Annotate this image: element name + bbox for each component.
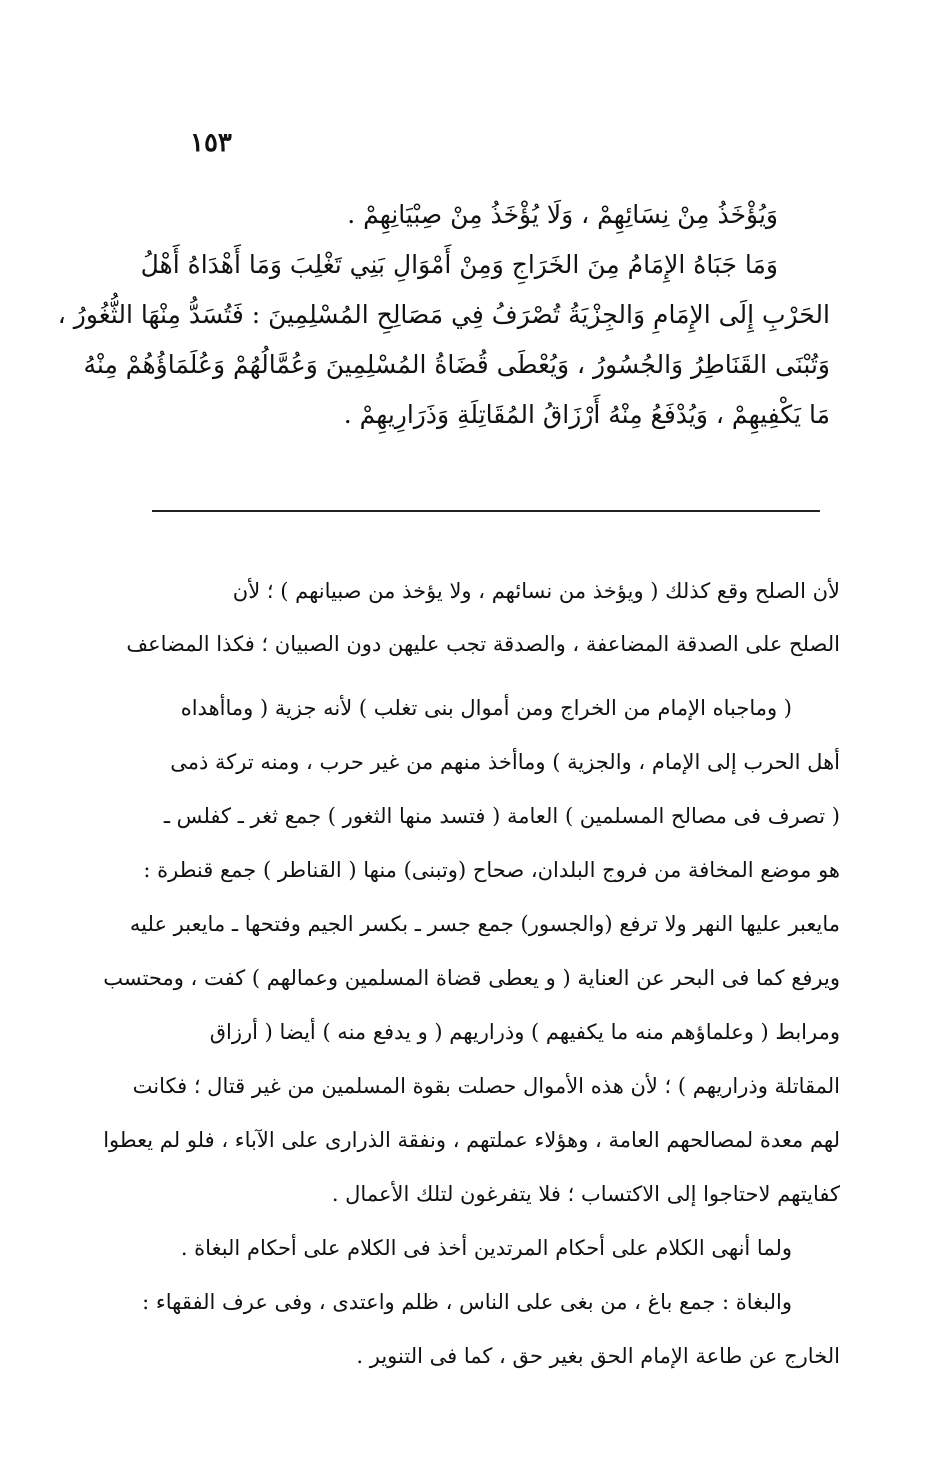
commentary-line: كفايتهم لاحتاجوا إلى الاكتساب ؛ فلا يتفرغون لتلك الأعمال . — [331, 1182, 840, 1206]
main-text-line: وَيُؤْخَذُ مِنْ نِسَائِهِمْ ، وَلَا يُؤْخَذُ مِنْ صِبْيَانِهِمْ . — [347, 200, 778, 229]
commentary-line: لهم معدة لمصالحهم العامة ، وهؤلاء عملتهم ، ونفقة الذرارى على الآباء ، فلو لم يعطوا — [103, 1128, 840, 1152]
main-text-line: الحَرْبِ إِلَى الإِمَامِ وَالجِزْيَةُ تُصْرَفُ فِي مَصَالِحِ المُسْلِمِينَ : فَتُسَدُّ مِنْهَا الثُّغُورُ ، — [57, 300, 830, 329]
commentary-line: أهل الحرب إلى الإمام ، والجزية ) وماأخذ منهم من غير حرب ، ومنه تركة ذمى — [170, 750, 840, 774]
commentary-line: المقاتلة وذراريهم ) ؛ لأن هذه الأموال حصلت بقوة المسلمين من غير قتال ؛ فكانت — [132, 1074, 840, 1098]
commentary-text — [103, 565, 840, 1383]
commentary-line: لأن الصلح وقع كذلك ( ويؤخذ من نسائهم ، ولا يؤخذ من صبيانهم ) ؛ لأن — [232, 579, 840, 603]
commentary-line: ( وماجباه الإمام من الخراج ومن أموال بنى تغلب ) لأنه جزية ( وماأهداه — [180, 696, 792, 720]
main-text-line: مَا يَكْفِيهِمْ ، وَيُدْفَعُ مِنْهُ أَرْزَاقُ المُقَاتِلَةِ وَذَرَارِيهِمْ . — [343, 400, 830, 429]
main-text-line: وَتُبْنَى القَنَاطِرُ وَالجُسُورُ ، وَيُعْطَى قُضَاةُ المُسْلِمِينَ وَعُمَّالُهُمْ وَعُلَمَاؤُهُمْ مِنْهُ — [83, 350, 830, 379]
commentary-line: والبغاة : جمع باغ ، من بغى على الناس ، ظلم واعتدى ، وفى عرف الفقهاء : — [142, 1290, 792, 1314]
commentary-line: ويرفع كما فى البحر عن العناية ( و يعطى قضاة المسلمين وعمالهم ) كفت ، ومحتسب — [103, 966, 840, 990]
commentary-line: الصلح على الصدقة المضاعفة ، والصدقة تجب عليهن دون الصبيان ؛ فكذا المضاعف — [126, 632, 840, 656]
commentary-line: الخارج عن طاعة الإمام الحق بغير حق ، كما فى التنوير . — [356, 1344, 840, 1368]
section-divider — [152, 510, 820, 512]
commentary-line: هو موضع المخافة من فروج البلدان، صحاح (وتبنى) منها ( القناطر ) جمع قنطرة : — [143, 858, 840, 882]
commentary-line: ( تصرف فى مصالح المسلمين ) العامة ( فتسد منها الثغور ) جمع ثغر ـ كفلس ـ — [163, 804, 840, 828]
page-number: ١٥٣ — [190, 128, 232, 158]
commentary-line: ومرابط ( وعلماؤهم منه ما يكفيهم ) وذراريهم ( و يدفع منه ) أيضا ( أرزاق — [209, 1020, 840, 1044]
main-text-line: وَمَا جَبَاهُ الإِمَامُ مِنَ الخَرَاجِ وَمِنْ أَمْوَالِ بَنِي تَغْلِبَ وَمَا أَهْدَاهُ أَهْلُ — [140, 250, 778, 279]
paragraph-gap — [150, 671, 840, 681]
commentary-line: مايعبر عليها النهر ولا ترفع (والجسور) جمع جسر ـ بكسر الجيم وفتحها ـ مايعبر عليه — [129, 912, 840, 936]
commentary-line: ولما أنهى الكلام على أحكام المرتدين أخذ فى الكلام على أحكام البغاة . — [180, 1236, 792, 1260]
main-text — [57, 190, 830, 440]
